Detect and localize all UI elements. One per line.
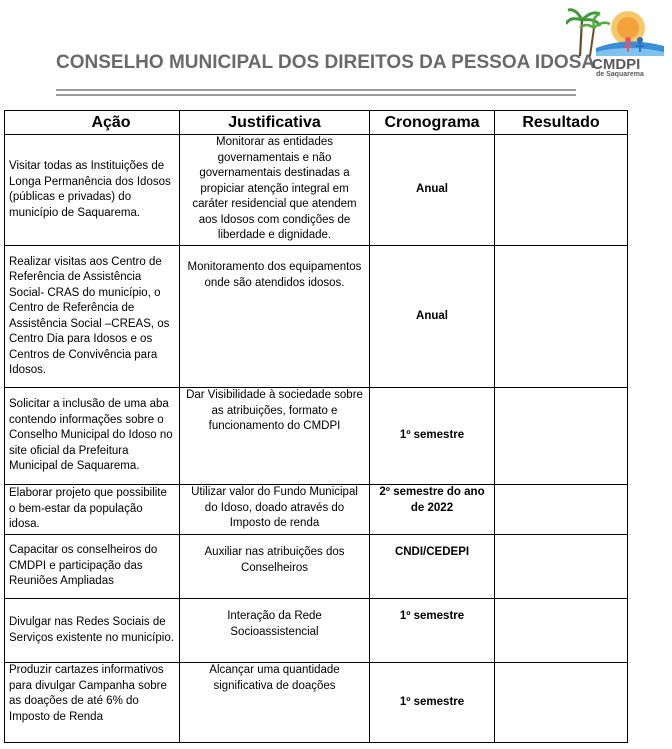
cell-resultado (495, 599, 628, 663)
cell-acao: Capacitar os conselheiros do CMDPI e participação das Reuniões Ampliadas (5, 535, 180, 599)
table-row (5, 485, 628, 535)
table-row (5, 535, 628, 599)
cell-cronograma: 2º semestre do ano de 2022 (370, 485, 495, 535)
logo-subtitle: de Saquarema (596, 71, 644, 78)
table-header-row (5, 111, 628, 135)
cell-cronograma: Anual (370, 246, 495, 388)
page-title: CONSELHO MUNICIPAL DOS DIREITOS DA PESSOA IDOSA (56, 52, 596, 73)
cell-justificativa: Monitorar as entidades governamentais e não governamentais destinadas a propiciar atenção integral em caráter residencial que atendem aos Idosos com condições de liberdade e dignidade. (180, 135, 370, 246)
cell-acao: Solicitar a inclusão de uma aba contendo informações sobre o Conselho Municipal do Idoso no site oficial da Prefeitura Municipal de Saquarema. (5, 388, 180, 485)
cell-resultado (495, 246, 628, 388)
cell-resultado (495, 388, 628, 485)
column-header-acao: Ação (5, 111, 180, 135)
cell-cronograma: Anual (370, 135, 495, 246)
cell-justificativa: Alcançar uma quantidade significativa de doações (180, 663, 370, 743)
cell-cronograma: 1º semestre (370, 663, 495, 743)
cell-resultado (495, 485, 628, 535)
title-underline-second (56, 94, 576, 96)
cell-resultado (495, 663, 628, 743)
table-row (5, 599, 628, 663)
cell-cronograma: 1º semestre (370, 388, 495, 485)
cell-resultado (495, 535, 628, 599)
cell-acao: Realizar visitas aos Centro de Referência de Assistência Social- CRAS do município, o Centro de Referência de Assistência Social –CREAS, os Centro Dia para Idosos e os Centros de Convivência para Idosos. (5, 246, 180, 388)
logo-name: CMDPI (592, 56, 641, 73)
cell-justificativa: Auxiliar nas atribuições dos Conselheiros (180, 535, 370, 599)
column-header-justificativa: Justificativa (180, 111, 370, 135)
column-header-resultado: Resultado (495, 111, 628, 135)
cell-justificativa: Monitoramento dos equipamentos onde são atendidos idosos. (180, 246, 370, 388)
table-row (5, 246, 628, 388)
title-underline (56, 89, 576, 91)
table-row (5, 388, 628, 485)
cell-acao: Visitar todas as Instituições de Longa Permanência dos Idosos (públicas e privadas) do município de Saquarema. (5, 135, 180, 246)
cell-resultado (495, 135, 628, 246)
cell-acao: Produzir cartazes informativos para divulgar Campanha sobre as doações de até 6% do Imposto de Renda (5, 663, 180, 743)
cell-justificativa: Interação da Rede Socioassistencial (180, 599, 370, 663)
cell-cronograma: 1º semestre (370, 599, 495, 663)
cell-cronograma: CNDI/CEDEPI (370, 535, 495, 599)
table-row (5, 135, 628, 246)
table-row (5, 663, 628, 743)
column-header-cronograma: Cronograma (370, 111, 495, 135)
cell-acao: Elaborar projeto que possibilite o bem-estar da população idosa. (5, 485, 180, 535)
action-plan-table (4, 110, 628, 743)
cell-acao: Divulgar nas Redes Sociais de Serviços existente no município. (5, 599, 180, 663)
cell-justificativa: Dar Visibilidade à sociedade sobre as atribuições, formato e funcionamento do CMDPI (180, 388, 370, 485)
cell-justificativa: Utilizar valor do Fundo Municipal do Idoso, doado através do Imposto de renda (180, 485, 370, 535)
